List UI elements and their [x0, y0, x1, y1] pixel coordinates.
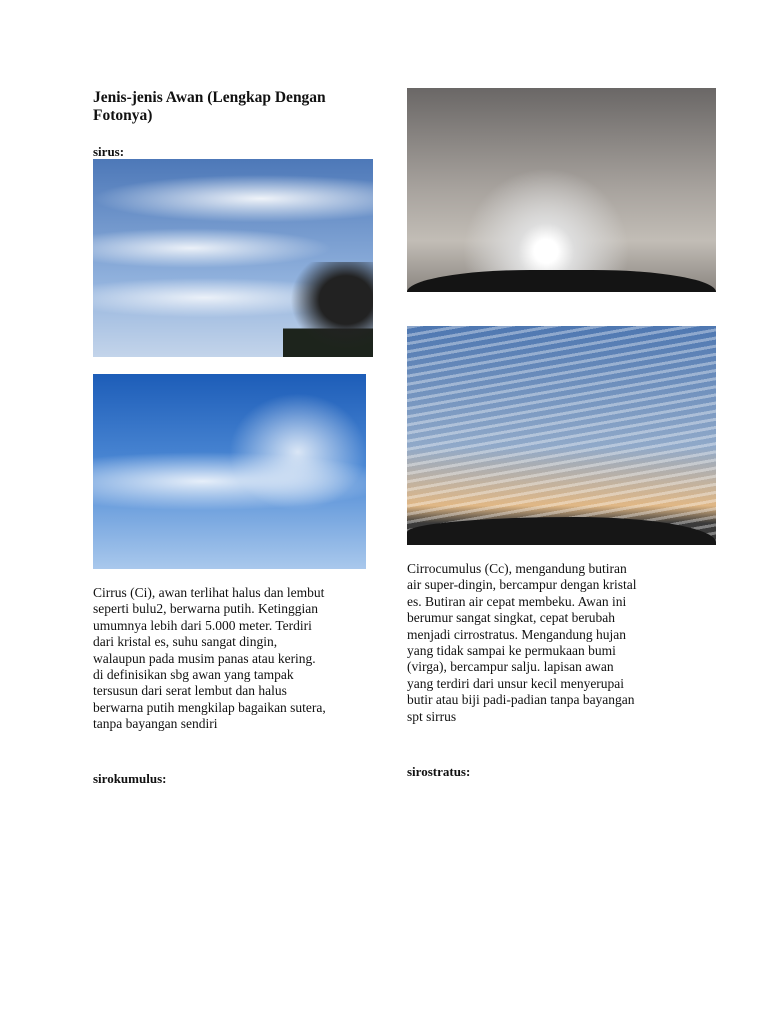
cirrocumulus-description: Cirrocumulus (Cc), mengandung butiran air super-dingin, bercampur dengan kristal es. Butiran air cepat membeku. Awan ini berumur sangat singkat, cepat berubah menjadi cirrostratus. Mengandung hujan yang tidak sampai ke permukaan bumi (virga), bercampur salju. lapisan awan yang terdiri dari unsur kecil menyerupai butir atau biji padi-padian tanpa bayangan spt sirrus: [407, 561, 637, 724]
tree-silhouette: [283, 262, 373, 357]
sunset-cloud-photo: [407, 88, 716, 292]
cirrus-photo-2: [93, 374, 366, 569]
cirrus-description: Cirrus (Ci), awan terlihat halus dan lembut seperti bulu2, berwarna putih. Ketinggian umumnya lebih dari 5.000 meter. Terdiri dari kristal es, suhu sangat dingin, walaupun pada musim panas atau kering. di definisikan sbg awan yang tampak tersusun dari serat lembut dan halus berwarna putih mengkilap bagaikan sutera, tanpa bayangan sendiri: [93, 585, 326, 732]
cirrocumulus-photo: [407, 326, 716, 545]
ground-silhouette: [407, 270, 716, 292]
heading-sirokumulus: sirokumulus:: [93, 771, 167, 786]
heading-sirus: sirus:: [93, 144, 125, 159]
heading-sirostratus: sirostratus:: [407, 764, 471, 779]
cirrus-photo-1: [93, 159, 373, 357]
ground-silhouette: [407, 517, 716, 545]
document-title: Jenis-jenis Awan (Lengkap Dengan Fotonya): [93, 89, 326, 124]
